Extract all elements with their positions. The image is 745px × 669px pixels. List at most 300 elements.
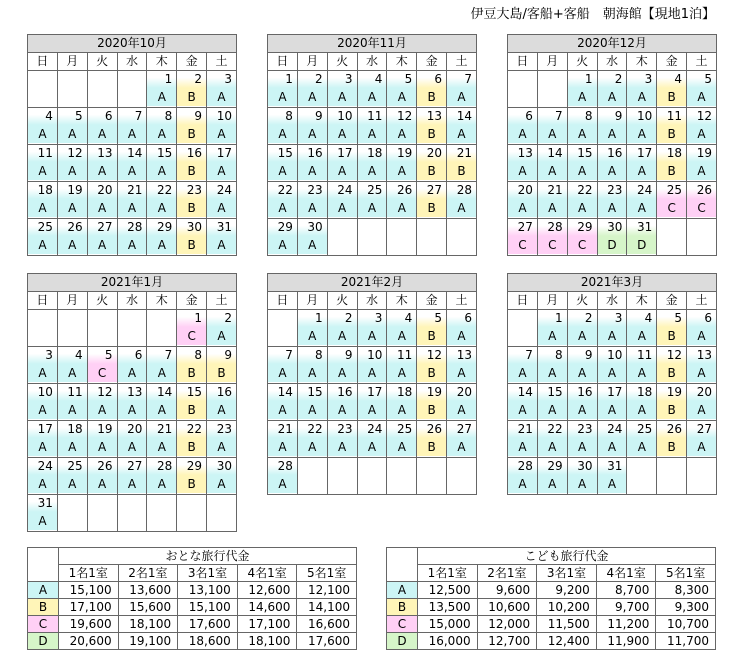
price-category: A	[298, 88, 327, 106]
room-type-header: 5名1室	[297, 565, 357, 582]
price-category: A	[88, 401, 117, 419]
price-category: A	[88, 199, 117, 217]
price-category: C	[568, 236, 597, 254]
price-category: C	[177, 327, 206, 345]
price-category: A	[28, 512, 57, 530]
calendar-day	[417, 182, 447, 219]
calendar-day	[627, 182, 657, 219]
price-category: A	[328, 125, 357, 143]
day-number: 27	[88, 219, 117, 236]
day-number: 19	[58, 182, 87, 199]
calendar-day	[387, 310, 417, 347]
calendar-day	[207, 384, 237, 421]
price-category: A	[268, 236, 297, 254]
calendar-day	[28, 458, 58, 495]
day-number: 26	[417, 421, 446, 438]
price-category: B	[177, 364, 206, 382]
calendar-day	[177, 145, 207, 182]
calendar-day	[297, 310, 327, 347]
day-number: 10	[28, 384, 57, 401]
day-number: 10	[598, 347, 627, 364]
price-category: A	[538, 125, 567, 143]
day-number: 24	[28, 458, 57, 475]
price-category: A	[147, 401, 176, 419]
calendar-day	[147, 458, 177, 495]
calendar-day	[268, 108, 298, 145]
price-cell: 14,100	[297, 599, 357, 616]
weekday-header: 日	[508, 53, 538, 71]
calendar-day	[268, 182, 298, 219]
price-category: A	[207, 438, 236, 456]
calendar-day	[508, 347, 538, 384]
day-number: 8	[268, 108, 297, 125]
day-number: 13	[687, 347, 716, 364]
price-category: A	[598, 364, 627, 382]
calendar-day	[207, 182, 237, 219]
empty-day	[508, 310, 538, 347]
price-category: A	[118, 475, 147, 493]
day-number: 25	[657, 182, 686, 199]
price-category: A	[358, 438, 387, 456]
weekday-header: 木	[147, 292, 177, 310]
weekday-header: 日	[268, 53, 298, 71]
price-category: B	[177, 438, 206, 456]
price-category: A	[58, 401, 87, 419]
price-cell: 12,400	[537, 633, 597, 650]
empty-day	[357, 219, 387, 256]
day-number: 12	[417, 347, 446, 364]
day-number: 11	[627, 347, 656, 364]
price-category: A	[568, 401, 597, 419]
price-category: B	[657, 88, 686, 106]
day-number: 29	[568, 219, 597, 236]
price-category: A	[447, 438, 476, 456]
calendar-day	[117, 458, 147, 495]
day-number: 21	[118, 182, 147, 199]
price-cell: 12,000	[477, 616, 537, 633]
weekday-header: 火	[567, 292, 597, 310]
calendar-day	[147, 421, 177, 458]
day-number: 30	[177, 219, 206, 236]
weekday-header: 水	[117, 53, 147, 71]
calendar-day	[567, 347, 597, 384]
calendar-day	[207, 310, 237, 347]
price-cell: 13,100	[178, 582, 238, 599]
calendar-day	[207, 219, 237, 256]
price-category: B	[177, 475, 206, 493]
day-number: 6	[417, 71, 446, 88]
weekday-header: 月	[537, 292, 567, 310]
category-label: A	[387, 582, 418, 599]
empty-day	[207, 495, 237, 532]
day-number: 27	[118, 458, 147, 475]
calendar-day	[327, 310, 357, 347]
room-type-header: 1名1室	[59, 565, 119, 582]
price-category: A	[538, 364, 567, 382]
child-price-table	[386, 547, 716, 650]
price-category: A	[58, 475, 87, 493]
empty-day	[687, 458, 717, 495]
weekday-header: 水	[597, 53, 627, 71]
calendar-day	[147, 347, 177, 384]
price-category: A	[268, 162, 297, 180]
price-category: A	[358, 125, 387, 143]
day-number: 14	[147, 384, 176, 401]
price-category: B	[417, 162, 446, 180]
calendar-day	[657, 384, 687, 421]
price-category: A	[447, 125, 476, 143]
calendar-day	[657, 108, 687, 145]
day-number: 20	[88, 182, 117, 199]
calendar-day	[207, 347, 237, 384]
weekday-header: 日	[28, 292, 58, 310]
day-number: 18	[657, 145, 686, 162]
calendar-day	[327, 145, 357, 182]
price-category: A	[88, 438, 117, 456]
day-number: 21	[147, 421, 176, 438]
empty-day	[87, 495, 117, 532]
weekday-header: 月	[57, 292, 87, 310]
corner-cell	[28, 548, 59, 582]
calendar-day	[597, 310, 627, 347]
calendar-day	[657, 347, 687, 384]
empty-day	[87, 71, 117, 108]
day-number: 29	[147, 219, 176, 236]
day-number: 6	[88, 108, 117, 125]
calendar-day	[687, 108, 717, 145]
day-number: 30	[207, 458, 236, 475]
price-category: A	[387, 327, 416, 345]
calendar-day	[177, 347, 207, 384]
day-number: 18	[358, 145, 387, 162]
day-number: 6	[508, 108, 537, 125]
day-number: 6	[118, 347, 147, 364]
price-category: B	[657, 125, 686, 143]
day-number: 11	[28, 145, 57, 162]
day-number: 7	[268, 347, 297, 364]
empty-day	[117, 495, 147, 532]
day-number: 17	[598, 384, 627, 401]
calendar-day	[687, 182, 717, 219]
price-category: A	[508, 401, 537, 419]
price-category: A	[508, 364, 537, 382]
empty-day	[28, 310, 58, 347]
calendar-day	[177, 182, 207, 219]
day-number: 27	[417, 182, 446, 199]
price-cell: 15,000	[418, 616, 478, 633]
weekday-header: 木	[387, 53, 417, 71]
weekday-header: 木	[147, 53, 177, 71]
calendar-day	[177, 458, 207, 495]
calendar-day	[268, 219, 298, 256]
price-category: A	[447, 327, 476, 345]
price-category: C	[88, 364, 117, 382]
calendar-day	[147, 71, 177, 108]
calendar-day	[387, 421, 417, 458]
price-category: A	[568, 88, 597, 106]
day-number: 22	[568, 182, 597, 199]
day-number: 17	[627, 145, 656, 162]
day-number: 1	[268, 71, 297, 88]
calendar-day	[207, 108, 237, 145]
price-category: A	[28, 475, 57, 493]
weekday-header: 月	[537, 53, 567, 71]
day-number: 25	[387, 421, 416, 438]
price-category: A	[687, 364, 716, 382]
price-category: A	[508, 475, 537, 493]
price-category: A	[28, 401, 57, 419]
empty-day	[327, 219, 357, 256]
calendar-month	[507, 34, 717, 256]
price-category: A	[627, 162, 656, 180]
price-category: A	[118, 162, 147, 180]
day-number: 4	[28, 108, 57, 125]
price-category: A	[627, 125, 656, 143]
price-category: A	[207, 401, 236, 419]
day-number: 22	[268, 182, 297, 199]
price-category: A	[358, 162, 387, 180]
empty-day	[447, 458, 477, 495]
day-number: 24	[358, 421, 387, 438]
price-category: A	[328, 199, 357, 217]
calendar-day	[28, 145, 58, 182]
calendar-day	[627, 145, 657, 182]
price-category: A	[328, 401, 357, 419]
day-number: 9	[177, 108, 206, 125]
price-category: A	[268, 88, 297, 106]
price-category: A	[387, 199, 416, 217]
empty-day	[327, 458, 357, 495]
day-number: 26	[657, 421, 686, 438]
weekday-header: 水	[117, 292, 147, 310]
day-number: 18	[387, 384, 416, 401]
calendar-day	[627, 108, 657, 145]
calendar-day	[417, 108, 447, 145]
calendar-day	[597, 421, 627, 458]
price-category: A	[88, 236, 117, 254]
calendar-day	[687, 421, 717, 458]
price-category: A	[568, 125, 597, 143]
day-number: 4	[657, 71, 686, 88]
price-category: A	[627, 327, 656, 345]
calendar-day	[508, 421, 538, 458]
weekday-header: 火	[327, 53, 357, 71]
day-number: 4	[627, 310, 656, 327]
calendar-day	[387, 182, 417, 219]
calendar-month-title: 2020年11月	[268, 35, 477, 53]
price-cell: 11,200	[596, 616, 656, 633]
day-number: 7	[118, 108, 147, 125]
day-number: 27	[687, 421, 716, 438]
calendar-month-title: 2021年1月	[28, 274, 237, 292]
weekday-header: 金	[417, 292, 447, 310]
day-number: 4	[58, 347, 87, 364]
price-category: A	[508, 438, 537, 456]
price-category: A	[88, 475, 117, 493]
day-number: 8	[568, 108, 597, 125]
category-label: C	[28, 616, 59, 633]
day-number: 27	[447, 421, 476, 438]
day-number: 31	[28, 495, 57, 512]
calendar-month-title: 2020年12月	[508, 35, 717, 53]
calendar-day	[357, 182, 387, 219]
room-type-header: 2名1室	[477, 565, 537, 582]
calendar-day	[57, 347, 87, 384]
calendar-day	[268, 145, 298, 182]
price-cell: 17,600	[297, 633, 357, 650]
price-category: D	[627, 236, 656, 254]
day-number: 8	[147, 108, 176, 125]
price-cell: 16,000	[418, 633, 478, 650]
price-category: A	[118, 364, 147, 382]
empty-day	[508, 71, 538, 108]
calendar-day	[537, 458, 567, 495]
day-number: 15	[147, 145, 176, 162]
price-category: A	[58, 125, 87, 143]
day-number: 22	[298, 421, 327, 438]
empty-day	[627, 458, 657, 495]
calendar-day	[387, 108, 417, 145]
calendar-day	[357, 421, 387, 458]
price-cell: 11,900	[596, 633, 656, 650]
day-number: 7	[508, 347, 537, 364]
day-number: 12	[387, 108, 416, 125]
empty-day	[268, 310, 298, 347]
day-number: 14	[118, 145, 147, 162]
day-number: 31	[598, 458, 627, 475]
day-number: 23	[207, 421, 236, 438]
calendar-month	[27, 34, 237, 256]
day-number: 18	[28, 182, 57, 199]
day-number: 21	[447, 145, 476, 162]
empty-day	[447, 219, 477, 256]
price-category: D	[598, 236, 627, 254]
calendar-day	[537, 108, 567, 145]
price-cell: 10,700	[656, 616, 716, 633]
weekday-header: 金	[417, 53, 447, 71]
calendar-day	[597, 182, 627, 219]
calendar-day	[537, 384, 567, 421]
price-category: A	[58, 438, 87, 456]
day-number: 3	[598, 310, 627, 327]
calendar-day	[597, 71, 627, 108]
price-cell: 13,600	[118, 582, 178, 599]
day-number: 17	[207, 145, 236, 162]
day-number: 23	[328, 421, 357, 438]
calendar-day	[627, 310, 657, 347]
price-category: B	[657, 438, 686, 456]
price-table-title: おとな旅行代金	[59, 548, 357, 565]
calendar-day	[447, 145, 477, 182]
price-category: A	[298, 327, 327, 345]
weekday-header: 金	[177, 292, 207, 310]
price-category: B	[417, 364, 446, 382]
day-number: 11	[387, 347, 416, 364]
empty-day	[147, 310, 177, 347]
price-category: A	[58, 199, 87, 217]
day-number: 16	[568, 384, 597, 401]
price-category: B	[417, 199, 446, 217]
calendar-day	[567, 384, 597, 421]
day-number: 16	[328, 384, 357, 401]
calendar-day	[567, 310, 597, 347]
price-cell: 11,500	[537, 616, 597, 633]
weekday-header: 木	[627, 292, 657, 310]
calendar-day	[687, 347, 717, 384]
day-number: 24	[627, 182, 656, 199]
weekday-header: 火	[327, 292, 357, 310]
day-number: 19	[387, 145, 416, 162]
calendar-day	[87, 421, 117, 458]
weekday-header: 土	[447, 292, 477, 310]
day-number: 26	[58, 219, 87, 236]
price-cell: 17,600	[178, 616, 238, 633]
day-number: 15	[177, 384, 206, 401]
price-cell: 13,500	[418, 599, 478, 616]
calendar-day	[297, 384, 327, 421]
day-number: 22	[177, 421, 206, 438]
price-category: B	[417, 327, 446, 345]
calendar-day	[327, 384, 357, 421]
day-number: 20	[447, 384, 476, 401]
day-number: 2	[177, 71, 206, 88]
empty-day	[657, 219, 687, 256]
price-category: A	[207, 236, 236, 254]
price-category: A	[268, 438, 297, 456]
price-category: A	[28, 162, 57, 180]
calendar-day	[537, 145, 567, 182]
calendar-day	[268, 347, 298, 384]
day-number: 17	[28, 421, 57, 438]
price-category: B	[657, 401, 686, 419]
price-category: A	[627, 364, 656, 382]
calendar-day	[117, 384, 147, 421]
price-cell: 12,100	[297, 582, 357, 599]
calendar-day	[28, 182, 58, 219]
calendar-day	[447, 347, 477, 384]
calendar-day	[147, 384, 177, 421]
day-number: 28	[538, 219, 567, 236]
price-category: A	[687, 401, 716, 419]
calendar-day	[657, 310, 687, 347]
calendar-day	[627, 384, 657, 421]
calendar-day	[597, 219, 627, 256]
corner-cell	[387, 548, 418, 582]
price-category: A	[447, 199, 476, 217]
calendar-day	[657, 145, 687, 182]
weekday-header: 水	[357, 292, 387, 310]
day-number: 7	[447, 71, 476, 88]
weekday-header: 金	[657, 53, 687, 71]
calendar-day	[268, 458, 298, 495]
calendar-day	[357, 145, 387, 182]
price-category: A	[387, 438, 416, 456]
empty-day	[177, 495, 207, 532]
day-number: 11	[58, 384, 87, 401]
calendar-day	[687, 145, 717, 182]
price-category: A	[147, 236, 176, 254]
calendar-day	[417, 145, 447, 182]
price-category: A	[598, 199, 627, 217]
price-category: B	[657, 327, 686, 345]
day-number: 11	[358, 108, 387, 125]
price-category: A	[687, 162, 716, 180]
day-number: 3	[207, 71, 236, 88]
calendar-day	[28, 384, 58, 421]
price-category: A	[687, 88, 716, 106]
price-cell: 9,200	[537, 582, 597, 599]
calendar-month-title: 2020年10月	[28, 35, 237, 53]
